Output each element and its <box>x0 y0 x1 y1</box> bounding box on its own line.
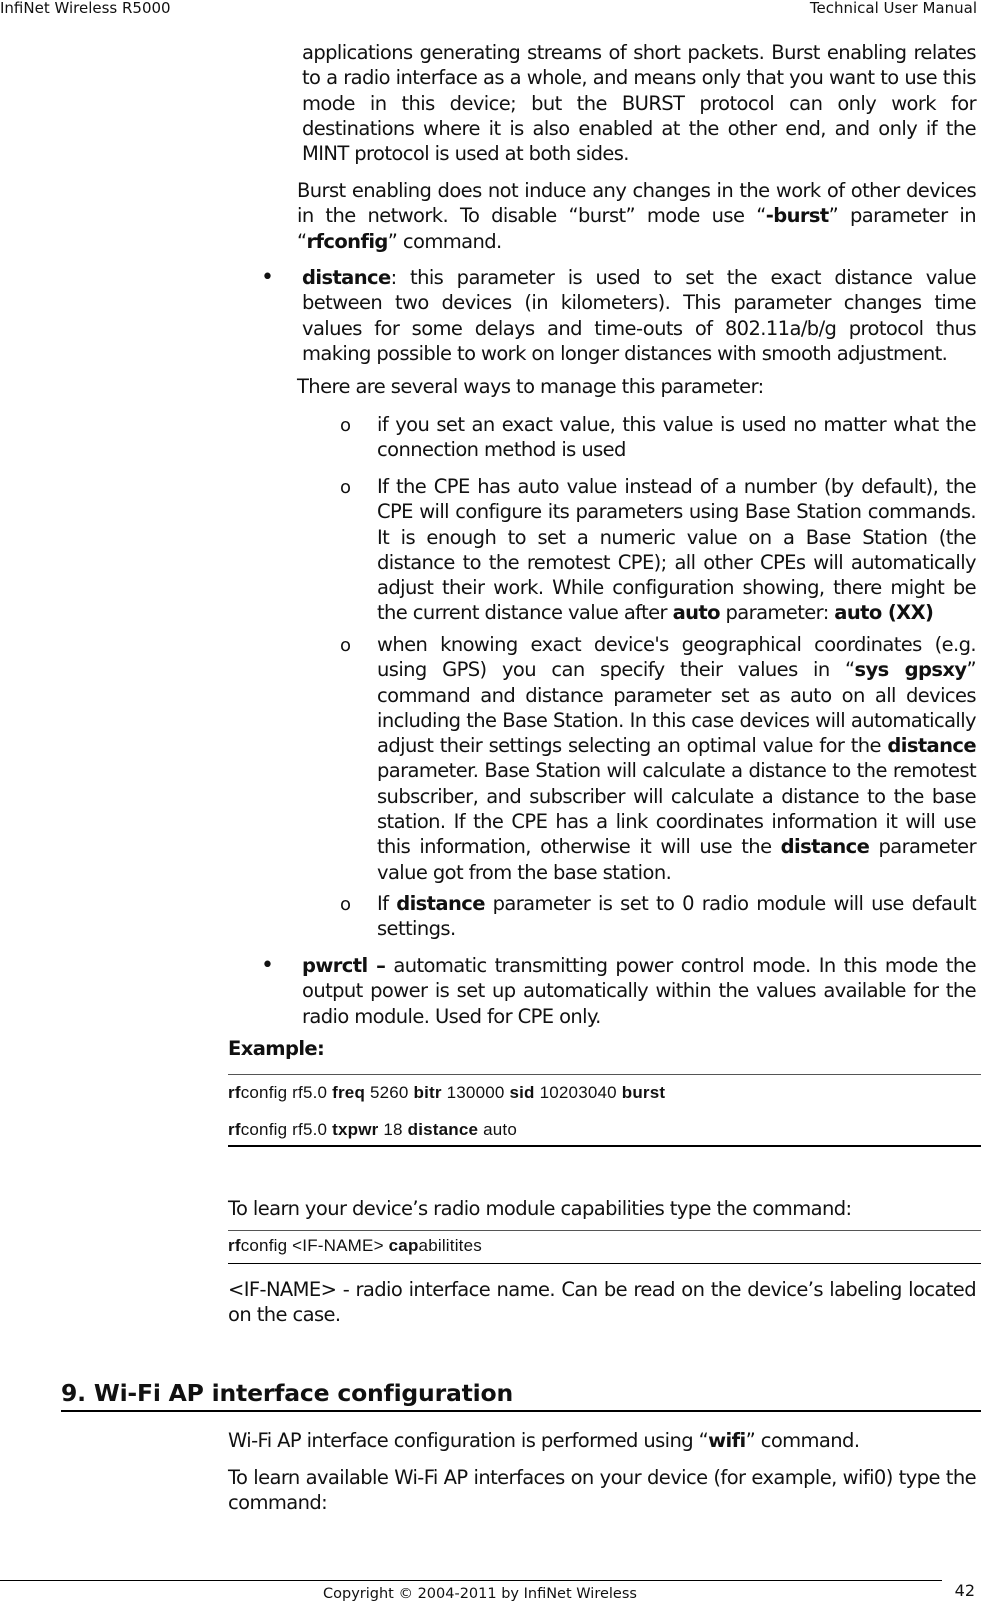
bullet-marker: • <box>261 265 274 290</box>
code-box-bottom-rule <box>228 1263 981 1264</box>
header-right: Technical User Manual <box>809 0 977 17</box>
learn-capabilities-text: To learn your device’s radio module capabilities type the command: <box>228 1197 852 1220</box>
footer-copyright: Copyright © 2004-2011 by InfiNet Wireless <box>323 1586 637 1602</box>
sub-item-auto-value: If the CPE has auto value instead of a number (by default), the CPE will configure its parameters using Base Station commands. It is enough to set a numeric value on a Base Station (the distance to the remotest CPE); all other CPEs will automatically adjust their work. While configuration showing, there might be the current distance value after auto parameter: auto (XX) <box>377 475 976 625</box>
paragraph-burst-continued: applications generating streams of short packets. Burst enabling relates to a radio interface as a whole, and means only that you want to use this mode in this device; but the BURST protocol can only work for destinations where it is also enabled at the other end, and only if the MINT protocol is used at both sides. <box>302 41 976 166</box>
wifi-learn-interfaces: To learn available Wi-Fi AP interfaces on your device (for example, wifi0) type the command: <box>228 1466 976 1515</box>
sub-item-zero: If distance parameter is set to 0 radio module will use default settings. <box>377 892 976 941</box>
code-box-top-rule <box>228 1074 981 1075</box>
paragraph-burst-disable: Burst enabling does not induce any changes in the work of other devices in the network. To disable “burst” mode use “-burst” parameter in “rfconfig” command. <box>297 179 977 253</box>
sub-bullet-marker: o <box>340 894 352 915</box>
header-left: InfiNet Wireless R5000 <box>0 0 171 17</box>
bullet-marker: • <box>261 953 274 978</box>
section-heading-rule <box>61 1410 981 1412</box>
ifname-description: <IF-NAME> - radio interface name. Can be read on the device’s labeling located on the case. <box>228 1278 976 1327</box>
sub-item-exact-value: if you set an exact value, this value is used no matter what the connection method is used <box>377 413 976 462</box>
code-line-2: rfconfig rf5.0 txpwr 18 distance auto <box>228 1120 518 1139</box>
code-box-top-rule <box>228 1230 981 1231</box>
sub-bullet-marker: o <box>340 477 352 498</box>
section-heading: 9. Wi-Fi AP interface configuration <box>61 1379 513 1407</box>
footer-rule <box>0 1580 942 1581</box>
sub-item-gps: when knowing exact device's geographical coordinates (e.g. using GPS) you can specify their values in “sys gpsxy” command and distance parameter set as auto on all devices including the Base Station. In this case devices will automatically adjust their settings selecting an optimal value for the distance parameter. Base Station will calculate a distance to the remotest subscriber, and subscriber will calculate a distance to the base station. If the CPE has a link coordinates information it will use this information, otherwise it will use the distance parameter value got from the base station. <box>377 633 976 884</box>
pwrctl-item: pwrctl – automatic transmitting power control mode. In this mode the output power is set up automatically within the values available for the radio module. Used for CPE only. <box>302 954 976 1028</box>
code-box-bottom-rule <box>228 1145 981 1147</box>
sub-bullet-marker: o <box>340 635 352 656</box>
code-line-1: rfconfig rf5.0 freq 5260 bitr 130000 sid 10203040 burst <box>228 1083 666 1102</box>
example-label: Example: <box>228 1037 325 1060</box>
wifi-intro: Wi-Fi AP interface configuration is performed using “wifi” command. <box>228 1429 860 1452</box>
page-number: 42 <box>954 1581 975 1600</box>
sub-bullet-marker: o <box>340 415 352 436</box>
ways-intro: There are several ways to manage this parameter: <box>297 375 764 398</box>
distance-item: distance: this parameter is used to set the exact distance value between two devices (in kilometers). This parameter changes time values for some delays and time-outs of 802.11a/b/g protocol thus making possible to work on longer distances with smooth adjustment. <box>302 266 976 365</box>
code-line-capabilities: rfconfig <IF-NAME> capabilitites <box>228 1236 482 1255</box>
